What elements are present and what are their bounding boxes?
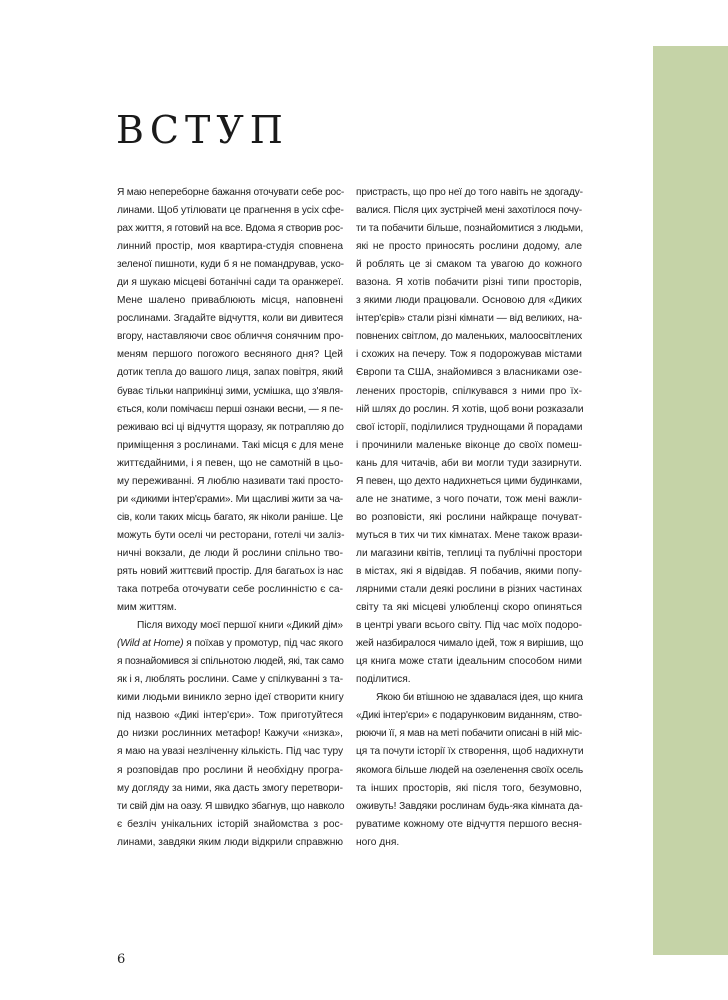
text-line: лярними стали деякі рослини в різних частинах	[356, 584, 582, 596]
text-line: ли магазини квітів, теплиці та публічні простори	[356, 547, 583, 559]
text-line: можуть бути оселі чи ресторани, готелі чи заліз-	[117, 529, 345, 541]
text-line: му переживанні. Я люблю називати такі просто-	[117, 475, 344, 487]
text-line: ленених просторів, спілкувався з ними про їх-	[356, 385, 582, 397]
text-line: рять новий життєвий простір. Для багатьох із нас	[117, 565, 343, 577]
text-line: оживуть! Завдяки рослинам будь-яка кімната да-	[356, 800, 583, 812]
text-line: ється, коли помічаєш перші ознаки весни, — я пе-	[117, 403, 343, 415]
text-line: меням першого погожого весняного дня? Цей	[117, 349, 343, 361]
page-title: ВСТУП	[116, 108, 289, 152]
text-line: Якою би втішною не здавалася ідея, що книга	[376, 692, 583, 704]
text-line: в центрі уваги всього світу. Під час моїх подоро-	[356, 620, 582, 632]
text-line: така потреба оточувати себе рослинністю є са-	[117, 584, 343, 596]
text-line: руватиме кожному оте відчуття першого весня-	[356, 818, 582, 830]
text-line: ди я шукаю місцеві ботанічні сади та оранжереї.	[117, 277, 344, 289]
green-side-panel	[653, 46, 728, 955]
text-line: Мене шалено приваблюють місця, наповнені	[117, 295, 343, 307]
text-line: ри «дикими інтер'єрами». Ми щасливі жити за ча-	[117, 493, 343, 505]
text-line: й роблять це зі смаком та увагою до кожного	[356, 259, 582, 271]
text-line: линами, завдяки яким люди відкрили справжню	[117, 836, 343, 848]
text-line: рослинами. Згадайте відчуття, коли ви дивитеся	[117, 313, 343, 325]
text-line: ти свій дім на оазу. Я швидко збагнув, що навколо	[117, 800, 345, 812]
text-line: інтер'єрів» стали різні кімнати — від великих, на-	[356, 313, 583, 325]
text-line: жей назбиралося чимало ідей, тож я вирішив, що	[356, 638, 584, 650]
text-line: приміщення з рослинами. Такі місця є для мене	[117, 439, 344, 451]
text-line: але не знатиме, з чого почати, тож мені важли-	[356, 493, 582, 505]
text-column-left	[117, 184, 343, 852]
text-line: во розповісти, які рослини найкраще почуват-	[356, 511, 582, 523]
text-line: я розповідав про рослини й необхідну програ-	[117, 764, 343, 776]
page-number: 6	[117, 952, 126, 967]
text-line: з якими люди працювали. Основою для «Диких	[356, 295, 582, 307]
text-line: які не просто приносять рослини додому, але	[356, 241, 582, 253]
text-line: рюючи її, я мав на меті побачити описані в ній міс-	[356, 728, 582, 740]
text-line: повнених світлом, до маленьких, малоосвітлених	[356, 331, 582, 343]
text-line: Я маю непереборне бажання оточувати себе рос-	[117, 187, 345, 198]
text-line: валися. Після цих зустрічей мені захотілося почу-	[356, 205, 582, 217]
text-line: ничні вокзали, де люди й рослини спільно тво-	[117, 547, 343, 559]
text-line: кими людьми виникло зерно ідеї створити книгу	[117, 692, 344, 704]
text-line: вазона. Я хотів побачити різні типи просторів,	[356, 277, 582, 289]
text-line: рах життя, я готовий на все. Вдома я створив рос-	[117, 223, 343, 235]
text-line: світу та які місцеві улюбленці скоро опиняться	[356, 602, 582, 614]
text-line: в містах, які я відвідав. Я побачив, якими попу-	[356, 565, 582, 577]
text-line: буває тільки наприкінці зими, усмішка, що з'явля-	[117, 385, 344, 397]
text-line: поділитися.	[356, 674, 411, 686]
text-line: ця та почути історії їх створення, щоб надихнути	[356, 746, 584, 758]
text-line: сів, коли таких місць багато, як ніколи раніше. Це	[117, 511, 343, 523]
text-line: вгору, наставляючи своє обличчя сонячним про-	[117, 331, 344, 343]
text-line: мим життям.	[117, 602, 177, 614]
text-line: кань для читачів, аби ви могли туди зазирнути.	[356, 457, 582, 469]
text-line: до низки рослинних метафор! Кажучи «низка»,	[117, 728, 343, 740]
text-line: Я певен, що дехто надихнеться цими будинками,	[356, 475, 582, 487]
text-line: реживаю всі ці відчуття щоразу, як потрапляю до	[117, 421, 344, 433]
text-line: Після виходу моєї першої книги «Дикий дім»	[137, 620, 343, 632]
text-line: муться в тих чи тих кімнатах. Мене також врази-	[356, 529, 583, 541]
text-line: життєдайними, і я певен, що не самотній в цьо-	[117, 457, 343, 469]
text-line: ця книга може стати ідеальним способом ними	[356, 656, 582, 668]
text-line: ній шлях до рослин. Я хотів, щоб вони розказали	[356, 403, 584, 415]
text-line: «Дикі інтер'єри» є подарунковим виданням, ство-	[356, 710, 582, 722]
text-line: линами. Щоб утілювати це прагнення в усіх сфе-	[117, 205, 344, 217]
text-line: ти та побачити більше, познайомитися з людьми,	[356, 223, 584, 235]
text-column-right	[356, 184, 582, 852]
text-line: як і я, люблять рослини. Саме у спілкуванні з та-	[117, 674, 343, 686]
text-line: є безліч унікальних історій знайомства з рос-	[117, 818, 343, 830]
text-line: якомога більше людей на озеленення своїх осель	[356, 764, 583, 776]
text-line: я маю на увазі незліченну кількість. Під час туру	[117, 746, 343, 758]
text-line: під назвою «Дикі інтер'єри». Тож приготуйтеся	[117, 710, 343, 722]
text-line: ного дня.	[356, 836, 400, 848]
text-line: линний простір, моя квартира-студія сповнена	[117, 241, 343, 253]
text-line: та інших просторів, які після того, безумовно,	[356, 782, 582, 794]
text-line: пристрасть, що про неї до того навіть не здогаду-	[356, 187, 583, 198]
text-line: дотик тепла до вашого лиця, запах повітря, який	[117, 367, 343, 379]
text-line: Європи та США, знайомився з власниками озе-	[356, 367, 582, 379]
text-line: му догляду за ними, яка дасть змогу перетвори-	[117, 782, 343, 794]
text-line: (Wild at Home) я поїхав у промотур, під час якого	[117, 638, 344, 650]
book-title-italic: (Wild at Home)	[117, 638, 184, 650]
text-line: і прочинили маленьке віконце до своїх помеш-	[356, 439, 582, 451]
text-line: зеленої пишноти, куди б я не помандрував, уско-	[117, 259, 344, 271]
text-line: свої історії, поділилися труднощами й порадами	[356, 421, 583, 433]
text-line: я познайомився зі спільнотою людей, які, так само	[117, 656, 344, 668]
text-line: і схожих на печеру. Тож я подорожував містами	[356, 349, 582, 361]
